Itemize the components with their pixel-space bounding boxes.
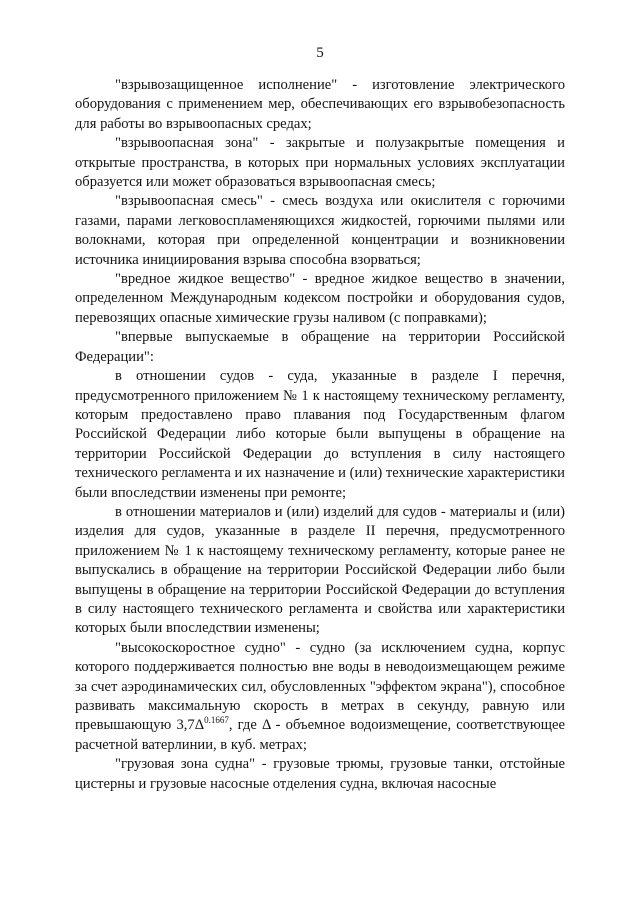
definition-cargo-area: "грузовая зона судна" - грузовые трюмы, грузовые танки, отстойные цистерны и грузовые насосные отделения судна, включая насосные [75, 756, 565, 792]
definition-noxious-liquid-substance: "вредное жидкое вещество" - вредное жидкое вещество в значении, определенном Международным кодексом постройки и оборудования судов, перевозящих опасные химические грузы наливом (с поправками); [75, 271, 565, 326]
page-number: 5 [316, 45, 324, 61]
definition-explosive-zone: "взрывоопасная зона" - закрытые и полузакрытые помещения и открытые пространства, в которых при нормальных условиях эксплуатации образуется или может образоваться взрывоопасная смесь; [75, 135, 565, 191]
definition-ships-clause: в отношении судов - суда, указанные в разделе I перечня, предусмотренного приложением № 1 к настоящему техническому регламенту, которым предоставлено право плавания под Государственным флагом Российской Федерации либо которые были выпущены в обращение на территории Российской Федерации до вступления в силу настоящего технического регламента и их назначение и (или) технические характеристики были впоследствии изменены при ремонте; [75, 368, 565, 501]
definition-explosion-proof-design: "взрывозащищенное исполнение" - изготовление электрического оборудования с применением мер, обеспечивающих его взрывобезопасность для работы во взрывоопасных средах; [75, 77, 565, 132]
document-body [75, 76, 565, 794]
high-speed-exponent: 0.1667 [204, 715, 229, 726]
definition-explosive-mixture: "взрывоопасная смесь" - смесь воздуха или окислителя с горючими газами, парами легковоспламеняющихся жидкостей, горючими пылями или волокнами, которая при определенной концентрации и возникновении источника инициирования взрыва способна взорваться; [75, 193, 565, 268]
definition-high-speed-craft [75, 639, 565, 755]
high-speed-text-after: , где Δ - объемное водоизмещение, соответствующее расчетной ватерлинии, в куб. метрах; [75, 717, 565, 753]
definition-materials-clause: в отношении материалов и (или) изделий для судов - материалы и (или) изделия для судов, указанные в разделе II перечня, предусмотренного приложением № 1 к настоящему техническому регламенту, которые ранее не выпускались в обращение на территории Российской Федерации либо были выпущены в обращение на территории Российской Федерации до вступления в силу настоящего технического регламента и свойства или характеристики которых были впоследствии изменены; [75, 503, 565, 637]
high-speed-text-before: "высокоскоростное судно" - судно (за исключением судна, корпус которого поддерживается полностью вне воды в неводоизмещающем режиме за счет аэродинамических сил, обусловленных "эффектом экрана"), способное развивать максимальную скорость в метрах в секунду, равную или превышающую 3,7Δ [75, 639, 565, 734]
definition-first-placed-on-market: "впервые выпускаемые в обращение на территории Российской Федерации": [75, 329, 565, 365]
